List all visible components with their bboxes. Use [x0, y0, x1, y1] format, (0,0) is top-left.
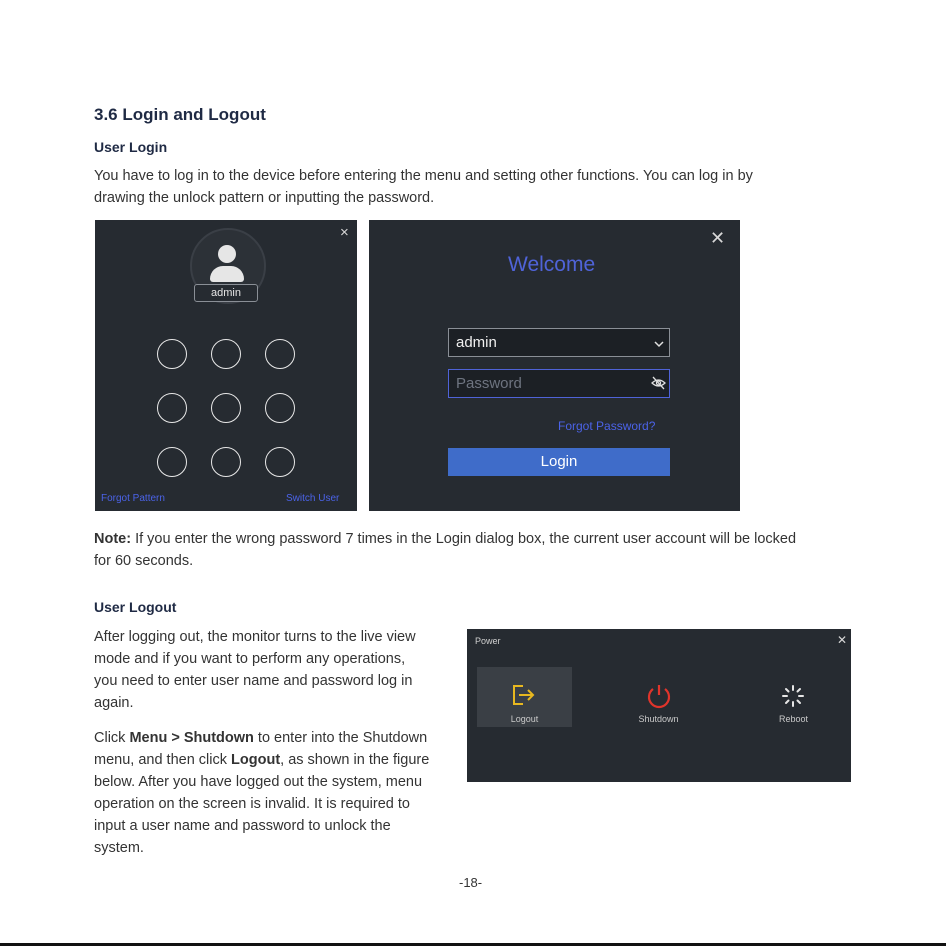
pattern-dot-3[interactable] [265, 339, 295, 369]
page-number: -18- [459, 875, 483, 890]
logout-p2-line4: operation on the screen is invalid. It is required to [94, 796, 410, 812]
p2-text: Click [94, 730, 130, 746]
note-label: Note: [94, 531, 132, 547]
logout-p1-line2: mode and if you want to perform any operations, [94, 651, 406, 667]
username-select[interactable] [448, 328, 670, 357]
section-title: 3.6 Login and Logout [94, 105, 266, 124]
pattern-close-icon[interactable]: × [340, 224, 349, 241]
avatar-body-icon [210, 266, 244, 282]
power-title: Power [475, 636, 501, 646]
note-line2: for 60 seconds. [94, 553, 194, 569]
logout-p2-line3: below. After you have logged out the system, menu [94, 774, 423, 790]
logout-p1-line1: After logging out, the monitor turns to the live view [94, 629, 416, 645]
menu-shutdown-text: Menu > Shutdown [129, 730, 254, 746]
logout-p2-line5: input a user name and password to unlock the [94, 818, 391, 834]
logout-p1-line3: you need to enter user name and password log in [94, 673, 413, 689]
switch-user-link[interactable]: Switch User [286, 493, 340, 504]
pattern-dot-5[interactable] [211, 393, 241, 423]
login-paragraph-line2: drawing the unlock pattern or inputting the password. [94, 190, 435, 206]
power-close-icon[interactable]: ✕ [837, 633, 848, 647]
logout-label: Logout [510, 714, 539, 724]
login-close-icon[interactable]: ✕ [710, 228, 726, 248]
welcome-title: Welcome [508, 253, 596, 276]
reboot-label: Reboot [778, 714, 809, 724]
login-paragraph-line1: You have to log in to the device before entering the menu and setting other functions. You can log in by [94, 168, 753, 184]
pattern-dot-7[interactable] [157, 447, 187, 477]
forgot-password-link[interactable]: Forgot Password? [558, 419, 656, 433]
pattern-dot-6[interactable] [265, 393, 295, 423]
eye-hidden-icon[interactable] [651, 376, 666, 395]
password-placeholder: Password [456, 375, 522, 392]
pattern-dot-2[interactable] [211, 339, 241, 369]
chevron-down-icon[interactable] [654, 336, 664, 354]
shutdown-label: Shutdown [638, 714, 679, 724]
pattern-dot-4[interactable] [157, 393, 187, 423]
login-button[interactable]: Login [448, 448, 670, 476]
logout-icon [511, 683, 537, 712]
logout-p2-line6: system. [94, 840, 144, 856]
note-line1 [94, 528, 796, 550]
user-login-heading: User Login [94, 139, 168, 155]
shutdown-icon[interactable] [645, 683, 673, 714]
avatar-head-icon [218, 245, 236, 263]
pattern-dot-8[interactable] [211, 447, 241, 477]
logout-p2-line2 [94, 749, 429, 771]
pattern-dot-1[interactable] [157, 339, 187, 369]
reboot-icon[interactable] [780, 683, 806, 714]
pattern-username[interactable]: admin [194, 284, 258, 302]
password-field[interactable] [448, 369, 670, 398]
p2-text: to enter into the Shutdown [253, 730, 428, 746]
pattern-dot-9[interactable] [265, 447, 295, 477]
forgot-pattern-link[interactable]: Forgot Pattern [101, 493, 165, 504]
logout-text: Logout [231, 752, 281, 768]
logout-p2-line1 [94, 727, 427, 749]
note-text: If you enter the wrong password 7 times in the Login dialog box, the current user account will be locked [131, 531, 797, 547]
p2-text: menu, and then click [94, 752, 232, 768]
logout-p1-line4: again. [94, 695, 134, 711]
p2-text: , as shown in the figure [280, 752, 430, 768]
username-value: admin [456, 334, 497, 351]
user-logout-heading: User Logout [94, 599, 177, 615]
